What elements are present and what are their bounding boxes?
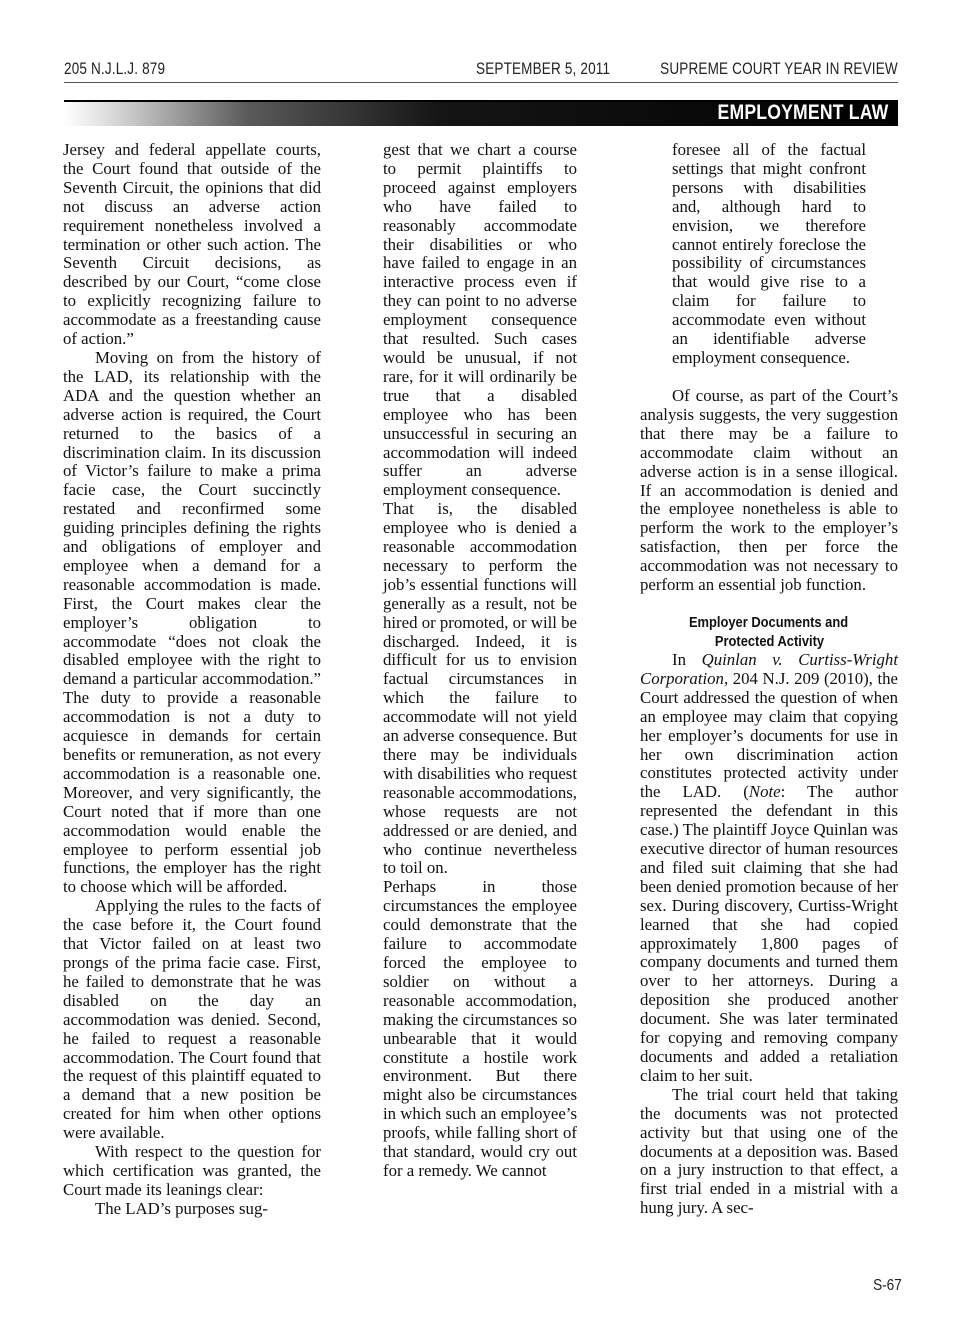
subheading — [640, 613, 898, 651]
case-name: Quinlan v. Curtiss-Wright Corporation — [640, 649, 898, 688]
paragraph: The trial court held that taking the documents was not protected activity but that using one of the documents at a deposition was. Based on a jury instruction to that effect, a first trial ended in a mistrial with a hung jury. A sec- — [640, 1084, 898, 1218]
subheading-line: Employer Documents and — [689, 613, 849, 631]
issue-date: SEPTEMBER 5, 2011 — [476, 60, 611, 78]
paragraph: The LAD’s purposes sug- — [95, 1198, 268, 1218]
column-3 — [640, 387, 898, 1218]
column-3-quote — [672, 141, 866, 368]
column-1 — [63, 141, 321, 1219]
section-title: SUPREME COURT YEAR IN REVIEW — [660, 60, 898, 78]
paragraph: Applying the rules to the facts of the case before it, the Court found that Victor failed on at least two prongs of the prima facie case. First, he failed to demonstrate that he was disabled on the day an accommodation was denied. Second, he failed to request a reasonable accommodation. The Court found that the request of this plaintiff equated to a demand that a new position be created for him when other options were available. — [63, 896, 321, 1143]
quote-paragraph: Perhaps in those circumstances the employee could demonstrate that the failure to accommodate forced the employee to soldier on without a reasonable accommodation, making the circumstances so unbearable that it would constitute a hostile work environment. But there might also be circumstances in which such an employee’s proofs, while falling short of that standard, would cry out for a remedy. We cannot — [383, 877, 577, 1180]
paragraph — [640, 651, 898, 1086]
paragraph: Moving on from the history of the LAD, its relationship with the ADA and the question whether an adverse action is required, the Court returned to the basics of a discrimination claim. In its discussion of Victor’s failure to make a prima facie case, the Court succinctly restated and reconfirmed some guiding principles defining the rights and obligations of employer and employee when a demand for a reasonable accommodation is made. First, the Court makes clear the employer’s obligation to accommodate “does not cloak the disabled employee with the right to demand a particular accommodation.” The duty to provide a reasonable accommodation is not a duty to acquiesce in demands for certain benefits or remuneration, as not every accommodation is a reasonable one. Moreover, and very significantly, the Court noted that if more than one accommodation would enable the employee to perform essential job functions, the employer has the right to choose which will be afforded. — [63, 347, 321, 897]
page-number: S-67 — [873, 1277, 902, 1294]
text-run: In — [672, 649, 702, 669]
banner-title: EMPLOYMENT LAW — [717, 101, 888, 124]
paragraph: Of course, as part of the Court’s analysis suggests, the very suggestion that there may be a failure to accommodate claim without an adverse action is in a sense illogical. If an accommodation is denied and the employee nonetheless is able to perform the work to the employer’s satisfaction, then per force the accommodation was not necessary to perform an essential job function. — [640, 386, 898, 595]
quote-paragraph: That is, the disabled employee who is denied a reasonable accommodation necessary to perform the job’s essential functions will generally as a result, not be hired or promoted, or will be discharged. Indeed, it is difficult for us to envision factual circumstances in which the failure to accommodate will not yield an adverse consequence. But there may be individuals with disabilities who request reasonable accommodations, whose requests are not addressed or are denied, and who continue nevertheless to toil on. — [383, 499, 577, 878]
section-banner — [64, 100, 898, 126]
header-divider — [64, 82, 898, 83]
quote-paragraph: foresee all of the factual settings that might confront persons with disabilities and, although hard to envision, we therefore cannot entirely foreclose the possibility of circumstances that would give rise to a claim for failure to accommodate even without an identifiable adverse employment consequence. — [672, 140, 866, 367]
text-run: : The author represented the defendant in this case.) The plaintiff Joyce Quinlan was executive director of human resources and filed suit claiming that she had been denied promotion because of her sex. During discovery, Curtiss-Wright learned that she had copied approximately 1,800 pages of company documents and turned them over to her attorneys. During a deposition she produced another document. She was later terminated for copying and removing company documents and added a retaliation claim to her suit. — [640, 782, 898, 1085]
note-label: Note — [748, 782, 781, 802]
paragraph: Jersey and federal appellate courts, the Court found that outside of the Seventh Circuit, the opinions that did not discuss an adverse action requirement nonetheless involved a termination or other such action. The Seventh Circuit decisions, as described by our Court, “come close to explicitly recognizing failure to accommodate as a freestanding cause of action.” — [63, 140, 321, 349]
journal-citation: 205 N.J.L.J. 879 — [64, 60, 166, 78]
column-2-quote — [383, 141, 577, 1181]
quote-paragraph: gest that we chart a course to permit plaintiffs to proceed against employers who have failed to reasonably accommodate their disabilities or who have failed to engage in an interactive process even if they can point to no adverse employment consequence that resulted. Such cases would be unusual, if not rare, for it will ordinarily be true that a disabled employee who has been unsuccessful in securing an accommodation will indeed suffer an adverse employment consequence. — [383, 140, 577, 500]
subheading-line: Protected Activity — [714, 632, 824, 650]
text-run: , 204 N.J. 209 (2010), the Court addressed the question of when an employee may claim that copying her employer’s documents for use in her own discrimination action constitutes protected activity under the LAD. ( — [640, 668, 898, 802]
paragraph: With respect to the question for which certification was granted, the Court made its leanings clear: — [63, 1142, 321, 1199]
running-header — [64, 58, 898, 82]
